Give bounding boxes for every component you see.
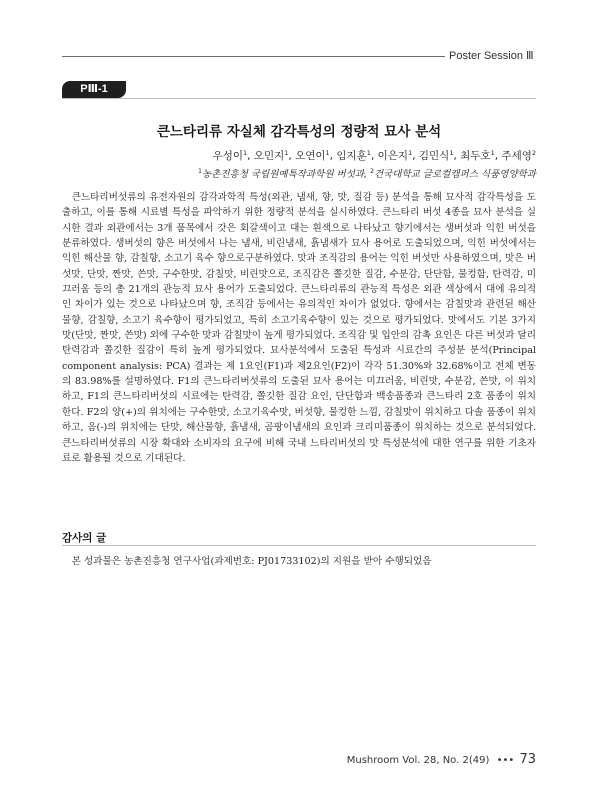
badge-rule xyxy=(62,98,536,99)
page-footer xyxy=(347,752,536,767)
author-list: 우성이$^1$, 오민지$^1$, 오연이$^1$, 임지훈$^1$, 이은지$^1$, 김민식$^1$, 최두호$^1$, 주세영$^2$ xyxy=(212,149,536,162)
author: 오연이 xyxy=(295,150,326,162)
author-sup: 1 xyxy=(490,149,495,157)
author-sup: 1 xyxy=(408,149,413,157)
author-sup: 1 xyxy=(325,149,330,157)
author: 최두호 xyxy=(460,150,491,162)
author: 임지훈 xyxy=(336,150,367,162)
affiliation-1: 농촌진흥청 국립원예특작과학원 버섯과, xyxy=(202,169,368,180)
acknowledgement-text: 본 성과물은 농촌진흥청 연구사업(과제번호: PJ01733102)의 지원을 받아 수행되었음 xyxy=(71,556,432,567)
acknowledgement-heading: 감사의 글 xyxy=(62,532,107,544)
author: 이은지 xyxy=(377,150,409,162)
author-sup: 1 xyxy=(284,149,289,157)
author-sup: 1 xyxy=(366,149,371,157)
dots-separator: ••• xyxy=(496,755,515,766)
acknowledgement-rule xyxy=(62,545,536,546)
author: 오민지 xyxy=(253,150,285,162)
journal-citation: Mushroom Vol. 28, No. 2(49) xyxy=(346,755,490,766)
affil-sup: 1 xyxy=(198,168,202,175)
poster-id-badge: PⅢ-1 xyxy=(62,81,126,98)
header-rule xyxy=(62,56,445,57)
paper-title: 큰느타리류 자실체 감각특성의 정량적 묘사 분석 xyxy=(156,124,442,140)
author-sup: 2 xyxy=(531,149,536,157)
affiliation-2: 건국대학교 글로컬캠퍼스 식품영양학과 xyxy=(373,169,536,180)
session-header: Poster Session Ⅲ xyxy=(449,50,534,62)
author-sup: 1 xyxy=(243,149,248,157)
author: 김민식 xyxy=(418,150,450,162)
author: 우성이 xyxy=(212,150,243,162)
page-number: 73 xyxy=(519,752,536,767)
affil-sup: 2 xyxy=(370,168,374,175)
author: 주세영 xyxy=(501,150,532,162)
author-sup: 1 xyxy=(449,149,454,157)
abstract-body: 큰느타리버섯류의 유전자원의 감각과학적 특성(외관, 냄새, 향, 맛, 질감 등) 분석을 통해 묘사적 감각특성을 도출하고, 이를 통해 시료별 특성을 파악하기 위한 정량적 분석을 실시하였다. 큰느타리 버섯 4종을 묘사 분석을 실시한 결과 외관에서는 3개 품목에서 갓은 회갈색이고 대는 흰색으로 나타났고 향기에서는 생버섯과 익힌 버섯을 분류하였다. 생버섯의 향은 버섯에서 나는 냄새, 비린냄새, 흙냄새가 묘사 용어로 도출되었으며, 익힌 버섯에서는 익힌 해산물 향, 감칠향, 소고기 육수 향으로구분하였다. 맛과 조직감의 용어는 익힌 버섯만 사용하였으며, 맛은 버섯맛, 단맛, 짠맛, 쓴맛, 구수한맛, 감칠맛, 비린맛으로, 조직감은 쫄깃한 질감, 수분감, 단단함, 물컹함, 탄력감, 미끄러움 등의 총 21개의 관능적 묘사 용어가 도출되었다. 큰느타리류의 관능적 특성은 외관 색상에서 대에 유의적인 차이가 있는 것으로 나타났으며 향, 조직감 등에서는 유의적인 차이가 없었다. 향에서는 감칠맛과 관련된 해산물향, 감칠향, 소고기 육수향이 평가되었고, 특히 소고기육수향이 있는 것으로 평가되었다. 맛에서도 기본 3가지 맛(단맛, 짠맛, 쓴맛) 외에 구수한 맛과 감칠맛이 높게 평가되었다. 조직감 및 입안의 감촉 요인은 다른 버섯과 달리 탄력감과 쫄깃한 질감이 특히 높게 평가되었다. 묘사분석에서 도출된 특성과 시료간의 주성분 분석(Principal component analysis: PCA) 결과는 제 1요인(F1)과 제2요인(F2)이 각각 51.30%와 32.68%이고 전체 변동의 83.98%를 설명하였다. F1의 큰느타리버섯류의 도출된 묘사 용어는 미끄러움, 비린맛, 수분감, 쓴맛, 이 위치하고, F1의 큰느타리버섯의 시료에는 탄력감, 쫄깃한 질감 요인, 단단함과 백송품종과 큰느타리 2호 품종이 위치한다. F2의 양(+)의 위치에는 구수한맛, 소고기육수맛, 버섯향, 물컹한 느낌, 감칠맛이 위치하고 다솔 품종이 위치하고, 음(-)의 위치에는 단맛, 해산물향, 흙냄새, 곰팡이냄새의 요인과 크리미품종이 위치하는 것으로 분석되었다. 큰느타리버섯류의 시장 확대와 소비자의 요구에 비해 국내 느타리버섯의 맛 특성분석에 대한 연구를 위한 기초자료로 활용될 것으로 기대된다. xyxy=(62,192,536,464)
affiliations xyxy=(198,166,536,180)
